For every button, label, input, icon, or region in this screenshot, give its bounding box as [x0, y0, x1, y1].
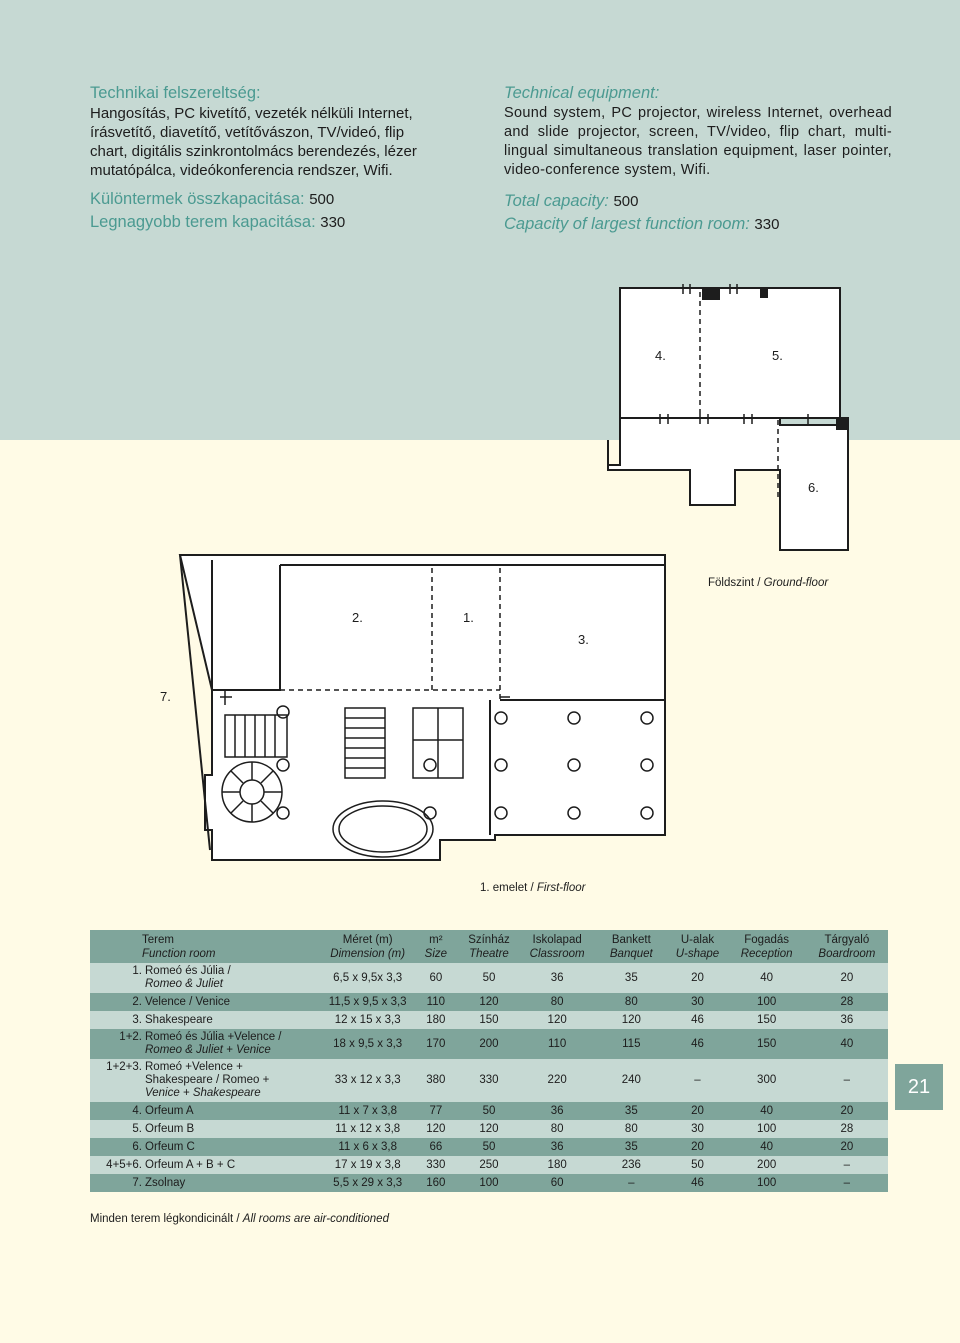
table-row: 4+5+6. Orfeum A + B + C 17 x 19 x 3,8 330 250 180 236 50 200 – — [90, 1156, 888, 1174]
table-row: 1+2. Romeó és Júlia +Velence / Romeo & Juliet + Venice 18 x 9,5 x 3,3 170 200 110 115 46 150 40 — [90, 1029, 888, 1059]
col-header-boardroom: Tárgyaló Boardroom — [806, 930, 888, 963]
room-number-5: 5. — [772, 348, 783, 363]
table-row: 3. Shakespeare 12 x 15 x 3,3 180 150 120 120 46 150 36 — [90, 1011, 888, 1029]
page-number: 21 — [892, 1064, 943, 1110]
room-number-7: 7. — [160, 689, 171, 704]
hu-line: chart, digitális szinkrontolmács berendezés, lézer — [90, 143, 417, 160]
hu-largest-label: Legnagyobb terem kapacitása: — [90, 213, 316, 231]
pillar — [702, 288, 720, 300]
col-header-size: m² Size — [413, 930, 459, 963]
hu-total-label: Különtermek összkapacitása: — [90, 190, 305, 208]
hu-equipment-title: Technikai felszereltség: — [90, 84, 261, 102]
room-number-2: 2. — [352, 610, 363, 625]
room-capacity-table — [90, 930, 888, 1192]
hu-line: Hangosítás, PC kivetítő, vezeték nélküli Internet, — [90, 105, 413, 122]
table-row: 1+2+3. Romeó +Velence + Shakespeare / Romeo + Venice + Shakespeare 33 x 12 x 3,3 380 330 220 240 – 300 – — [90, 1059, 888, 1102]
table-row: 4. Orfeum A 11 x 7 x 3,8 77 50 36 35 20 40 20 — [90, 1102, 888, 1120]
hu-line: írásvetítő, diavetítő, vetítővászon, TV/videó, flip — [90, 124, 405, 141]
hu-line: mutatópálca, videókonferencia rendszer, Wifi. — [90, 162, 393, 179]
hu-total-value: 500 — [309, 191, 335, 208]
room-number-1: 1. — [463, 610, 474, 625]
en-total-value: 500 — [613, 193, 639, 210]
table-row: 6. Orfeum C 11 x 6 x 3,8 66 50 36 35 20 40 20 — [90, 1138, 888, 1156]
table-row: 5. Orfeum B 11 x 12 x 3,8 120 120 80 80 30 100 28 — [90, 1120, 888, 1138]
en-equipment-text: Sound system, PC projector, wireless Internet, overhead and slide projector, screen, TV/video, flip chart, multi-lingual simultaneous translation equipment, laser pointer, video-conference system, Wifi. — [504, 105, 892, 178]
pillar — [760, 288, 768, 298]
room-number-4: 4. — [655, 348, 666, 363]
col-header-dimension: Méret (m) Dimension (m) — [323, 930, 413, 963]
ground-floor-label: Földszint / Ground-floor — [708, 577, 829, 589]
col-header-banquet: Bankett Banquet — [595, 930, 667, 963]
room-number-3: 3. — [578, 632, 589, 647]
en-largest-label: Capacity of largest function room: — [504, 215, 750, 233]
pillar — [836, 418, 848, 430]
col-header-room: Terem Function room — [90, 930, 323, 963]
col-header-classroom: Iskolapad Classroom — [519, 930, 595, 963]
hu-largest-value: 330 — [320, 214, 346, 231]
room-number-6: 6. — [808, 480, 819, 495]
table-header-row — [90, 930, 888, 963]
first-floor-label: 1. emelet / First-floor — [480, 882, 586, 894]
table-row: 1. Romeó és Júlia / Romeo & Juliet 6,5 x 9,5x 3,3 60 50 36 35 20 40 20 — [90, 963, 888, 993]
en-total-label: Total capacity: — [504, 192, 609, 210]
col-header-reception: Fogadás Reception — [728, 930, 806, 963]
room-4-5-outline — [620, 288, 840, 418]
table-row: 2. Velence / Venice 11,5 x 9,5 x 3,3 110 120 80 80 30 100 28 — [90, 993, 888, 1011]
col-header-theatre: Színház Theatre — [459, 930, 519, 963]
col-header-ushape: U-alak U-shape — [667, 930, 727, 963]
en-equipment-title: Technical equipment: — [504, 84, 660, 102]
en-largest-value: 330 — [754, 216, 780, 233]
table-row: 7. Zsolnay 5,5 x 29 x 3,3 160 100 60 – 46 100 – — [90, 1174, 888, 1192]
footnote: Minden terem légkondicinált / All rooms are air-conditioned — [90, 1213, 389, 1225]
